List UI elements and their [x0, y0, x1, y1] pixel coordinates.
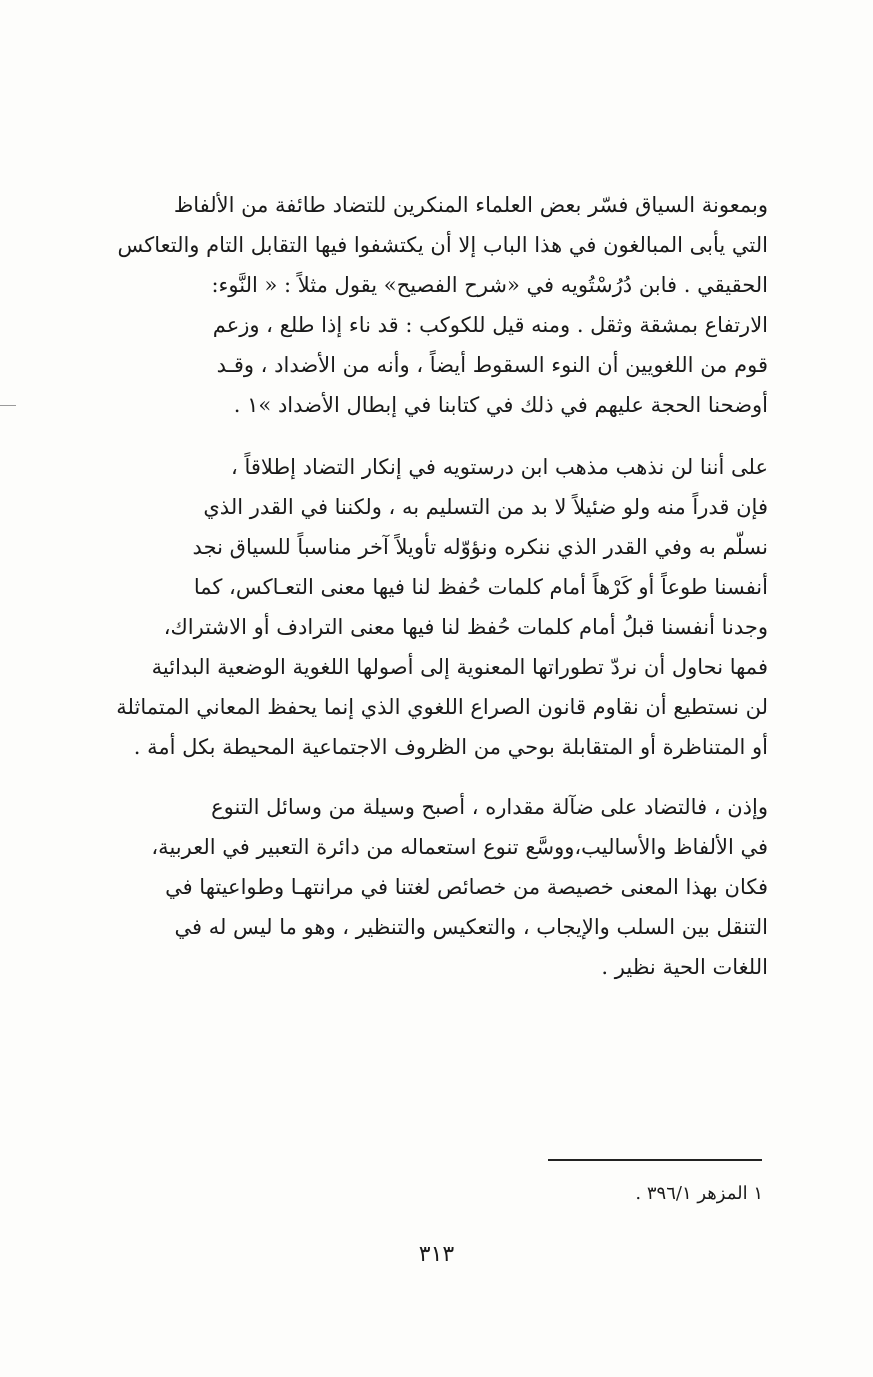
text-line: على أننا لن نذهب مذهب ابن درستويه في إنكار التضاد إطلاقاً ،	[231, 455, 768, 479]
text-line: فكان بهذا المعنى خصيصة من خصائص لغتنا في مرانتهـا وطواعيتها في	[165, 875, 768, 899]
text-line: الارتفاع بمشقة وثقل . ومنه قيل للكوكب : قد ناء إذا طلع ، وزعم	[212, 313, 768, 337]
text-line: نسلّم به وفي القدر الذي ننكره ونؤوّله تأويلاً آخر مناسباً للسياق نجد	[192, 535, 768, 559]
text-line: وبمعونة السياق فسّر بعض العلماء المنكرين للتضاد طائفة من الألفاظ	[173, 193, 768, 217]
text-line: قوم من اللغويين أن النوء السقوط أيضاً ، وأنه من الأضداد ، وقـد	[216, 353, 768, 377]
text-line: التي يأبى المبالغون في هذا الباب إلا أن يكتشفوا فيها التقابل التام والتعاكس	[117, 233, 768, 257]
text-line: أنفسنا طوعاً أو كَرْهاً أمام كلمات حُفظ لنا فيها معنى التعـاكس، كما	[193, 575, 768, 599]
footnote: ١ المزهر ٣٩٦/١ .	[635, 1183, 763, 1204]
text-line: التنقل بين السلب والإيجاب ، والتعكيس والتنظير ، وهو ما ليس له في	[174, 915, 768, 939]
text-line: أو المتناظرة أو المتقابلة بوحي من الظروف الاجتماعية المحيطة بكل أمة .	[133, 735, 768, 759]
paragraph	[100, 787, 768, 987]
body-paragraph-2	[100, 447, 768, 767]
text-line: لن نستطيع أن نقاوم قانون الصراع اللغوي الذي إنما يحفظ المعاني المتماثلة	[116, 695, 768, 719]
body-paragraph-1	[100, 185, 768, 425]
footnote-divider	[548, 1159, 762, 1161]
paragraph	[100, 447, 768, 767]
text-line: فمها نحاول أن نردّ تطوراتها المعنوية إلى أصولها اللغوية الوضعية البدائية	[151, 655, 768, 679]
text-line: أوضحنا الحجة عليهم في ذلك في كتابنا في إبطال الأضداد »١ .	[233, 393, 768, 417]
body-paragraph-3	[100, 787, 768, 987]
text-line: فإن قدراً منه ولو ضئيلاً لا بد من التسليم به ، ولكننا في القدر الذي	[203, 495, 768, 519]
text-line: وجدنا أنفسنا قبلُ أمام كلمات حُفظ لنا فيها معنى الترادف أو الاشتراك،	[163, 615, 768, 639]
paragraph	[100, 185, 768, 425]
page-number: ٣١٣	[418, 1242, 455, 1267]
text-line: في الألفاظ والأساليب،ووسَّع تنوع استعماله من دائرة التعبير في العربية،	[151, 835, 768, 859]
text-line: وإذن ، فالتضاد على ضآلة مقداره ، أصبح وسيلة من وسائل التنوع	[211, 795, 768, 819]
text-line: اللغات الحية نظير .	[601, 955, 768, 979]
margin-mark	[0, 405, 16, 406]
text-line: الحقيقي . فابن دُرُسْتُويه في «شرح الفصيح» يقول مثلاً : « النَّوء:	[211, 273, 768, 297]
